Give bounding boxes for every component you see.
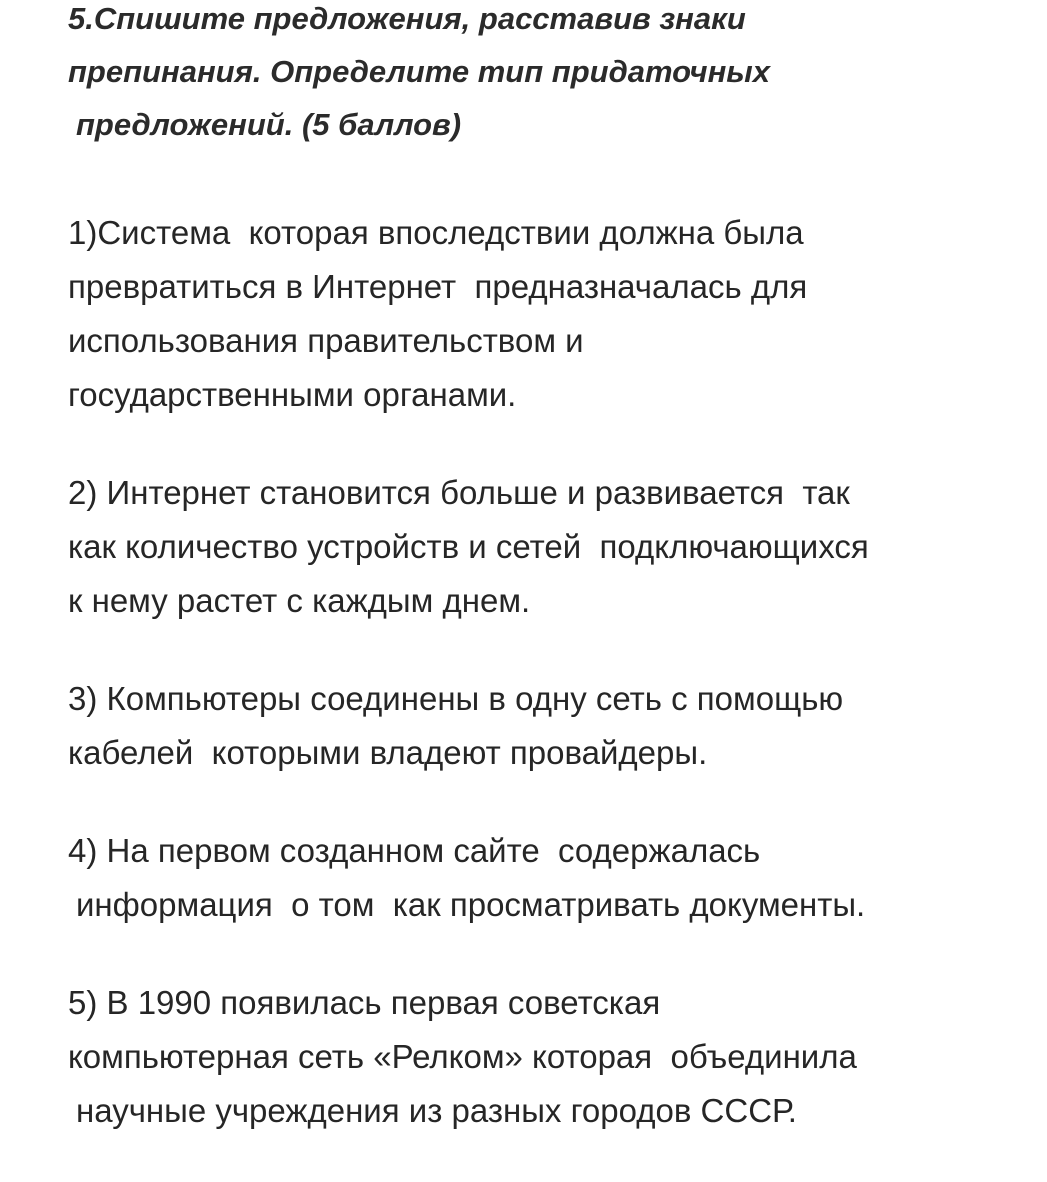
task-heading-line: предложений. (5 баллов) — [76, 107, 462, 142]
sentence-line: кабелей которыми владеют провайдеры. — [68, 734, 708, 771]
task-heading-line: препинания. Определите тип придаточных — [68, 54, 771, 89]
sentence-line: компьютерная сеть «Релком» которая объединила — [68, 1038, 857, 1075]
sentence-line: 2) Интернет становится больше и развивается так — [68, 474, 850, 511]
sentence-line: 5) В 1990 появилась первая советская — [68, 984, 661, 1021]
task-heading-line: 5.Спишите предложения, расставив знаки — [68, 1, 746, 36]
document-page — [68, 0, 1028, 1182]
sentence-item-5 — [68, 976, 1028, 1138]
sentence-item-3 — [68, 672, 1028, 780]
sentence-line: государственными органами. — [68, 376, 517, 413]
sentence-line: 3) Компьютеры соединены в одну сеть с помощью — [68, 680, 844, 717]
sentence-line: научные учреждения из разных городов СССР. — [76, 1092, 797, 1129]
sentence-item-4 — [68, 824, 1028, 932]
sentence-line: к нему растет с каждым днем. — [68, 582, 531, 619]
sentence-line: 4) На первом созданном сайте содержалась — [68, 832, 761, 869]
sentence-line: превратиться в Интернет предназначалась для — [68, 268, 808, 305]
task-heading — [68, 0, 1028, 151]
sentence-item-1 — [68, 206, 1028, 422]
sentence-list — [68, 206, 1028, 1138]
sentence-line: 1)Система которая впоследствии должна была — [68, 214, 804, 251]
sentence-item-2 — [68, 466, 1028, 628]
sentence-line: использования правительством и — [68, 322, 584, 359]
sentence-line: информация о том как просматривать документы. — [76, 886, 866, 923]
sentence-line: как количество устройств и сетей подключающихся — [68, 528, 869, 565]
